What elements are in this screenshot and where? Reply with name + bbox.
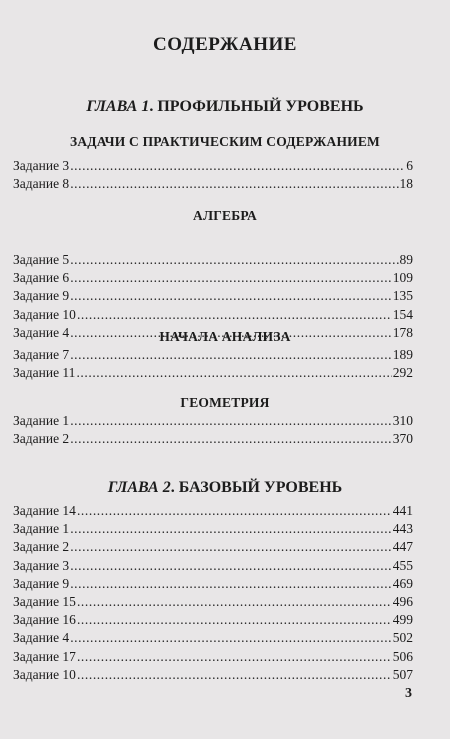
toc-entry[interactable]	[13, 521, 413, 539]
entry-label: Задание 10	[13, 306, 76, 322]
chapter-1-heading	[0, 98, 450, 116]
dot-leader	[70, 576, 392, 592]
dot-leader	[77, 667, 392, 683]
dot-leader	[77, 649, 392, 665]
toc-entry[interactable]	[13, 503, 413, 521]
toc-entry[interactable]	[13, 649, 413, 667]
entry-label: Задание 3	[13, 557, 70, 573]
page-number: 3	[405, 686, 412, 701]
entry-label: Задание 2	[13, 539, 70, 555]
entry-page: 18	[399, 176, 413, 192]
dot-leader	[77, 612, 392, 628]
entry-label: Задание 15	[13, 593, 76, 609]
entry-page: 189	[392, 347, 413, 362]
entry-label: Задание 7	[13, 347, 70, 362]
section-algebra-heading: АЛГЕБРА	[193, 208, 257, 223]
dot-leader	[70, 252, 398, 268]
section-practical-heading: ЗАДАЧИ С ПРАКТИЧЕСКИМ СОДЕРЖАНИЕМ	[70, 134, 380, 149]
toc-entry[interactable]	[13, 667, 413, 685]
dot-leader	[70, 539, 392, 555]
dot-leader	[77, 594, 392, 610]
toc-entry[interactable]	[13, 612, 413, 630]
entry-page: 447	[392, 539, 413, 555]
chapter-1-label: ГЛАВА 1	[86, 98, 150, 115]
entry-page: 292	[392, 365, 413, 381]
dot-leader	[70, 270, 392, 286]
entry-page: 441	[392, 503, 413, 518]
dot-leader	[70, 521, 392, 537]
entry-label: Задание 10	[13, 666, 76, 682]
section-geometry-heading: ГЕОМЕТРИЯ	[180, 395, 270, 410]
entry-page: 6	[406, 158, 413, 173]
toc-entry[interactable]	[13, 347, 413, 365]
toc-title: СОДЕРЖАНИЕ	[153, 34, 297, 55]
entry-label: Задание 4	[13, 630, 70, 646]
entry-page: 310	[392, 413, 413, 428]
entry-label: Задание 8	[13, 176, 70, 192]
entry-page: 443	[392, 521, 413, 537]
entry-label: Задание 6	[13, 270, 70, 286]
dot-leader	[77, 307, 392, 323]
entry-page: 455	[392, 557, 413, 573]
entry-label: Задание 4	[13, 324, 70, 340]
dot-leader	[70, 347, 392, 363]
entry-page: 154	[392, 306, 413, 322]
entry-label: Задание 1	[13, 413, 70, 428]
dot-leader	[70, 288, 392, 304]
section-practical-list	[13, 158, 413, 194]
dot-leader	[70, 558, 392, 574]
entry-label: Задание 3	[13, 158, 70, 173]
toc-entry[interactable]	[13, 558, 413, 576]
entry-page: 506	[392, 648, 413, 664]
entry-label: Задание 14	[13, 503, 76, 518]
toc-entry[interactable]	[13, 252, 413, 270]
entry-page: 499	[392, 612, 413, 628]
chapter-2-heading	[0, 479, 450, 497]
section-analysis-list	[13, 347, 413, 383]
dot-leader	[70, 431, 392, 447]
entry-page: 370	[392, 431, 413, 447]
toc-entry[interactable]	[13, 413, 413, 431]
toc-entry[interactable]	[13, 594, 413, 612]
dot-leader	[70, 176, 398, 192]
toc-entry[interactable]	[13, 307, 413, 325]
entry-page: 135	[392, 288, 413, 304]
entry-label: Задание 1	[13, 521, 70, 537]
dot-leader	[76, 365, 391, 381]
entry-label: Задание 16	[13, 612, 76, 628]
entry-label: Задание 5	[13, 252, 70, 267]
entry-page: 178	[392, 324, 413, 340]
dot-leader	[70, 158, 405, 174]
chapter-2-name: . БАЗОВЫЙ УРОВЕНЬ	[170, 479, 343, 496]
toc-entry[interactable]	[13, 365, 413, 383]
dot-leader	[70, 630, 392, 646]
entry-page: 469	[392, 575, 413, 591]
toc-entry[interactable]	[13, 539, 413, 557]
chapter-1-name: . ПРОФИЛЬНЫЙ УРОВЕНЬ	[149, 98, 364, 115]
section-analysis-heading: НАЧАЛА АНАЛИЗА	[159, 329, 291, 344]
section-geometry-list	[13, 413, 413, 449]
toc-entry[interactable]	[13, 270, 413, 288]
entry-page: 502	[392, 630, 413, 646]
toc-entry[interactable]	[13, 176, 413, 194]
entry-label: Задание 2	[13, 431, 70, 447]
entry-label: Задание 9	[13, 575, 70, 591]
chapter-2-label: ГЛАВА 2	[107, 479, 171, 496]
entry-label: Задание 11	[13, 365, 76, 381]
entry-page: 507	[392, 666, 413, 682]
entry-label: Задание 9	[13, 288, 70, 304]
entry-label: Задание 17	[13, 648, 76, 664]
dot-leader	[70, 413, 392, 429]
toc-entry[interactable]	[13, 576, 413, 594]
entry-page: 109	[392, 270, 413, 286]
toc-entry[interactable]	[13, 630, 413, 648]
toc-entry[interactable]	[13, 158, 413, 176]
entry-page: 89	[399, 252, 413, 267]
dot-leader	[77, 503, 392, 519]
chapter-2-list	[13, 503, 413, 685]
toc-entry[interactable]	[13, 431, 413, 449]
toc-entry[interactable]	[13, 288, 413, 306]
entry-page: 496	[392, 593, 413, 609]
